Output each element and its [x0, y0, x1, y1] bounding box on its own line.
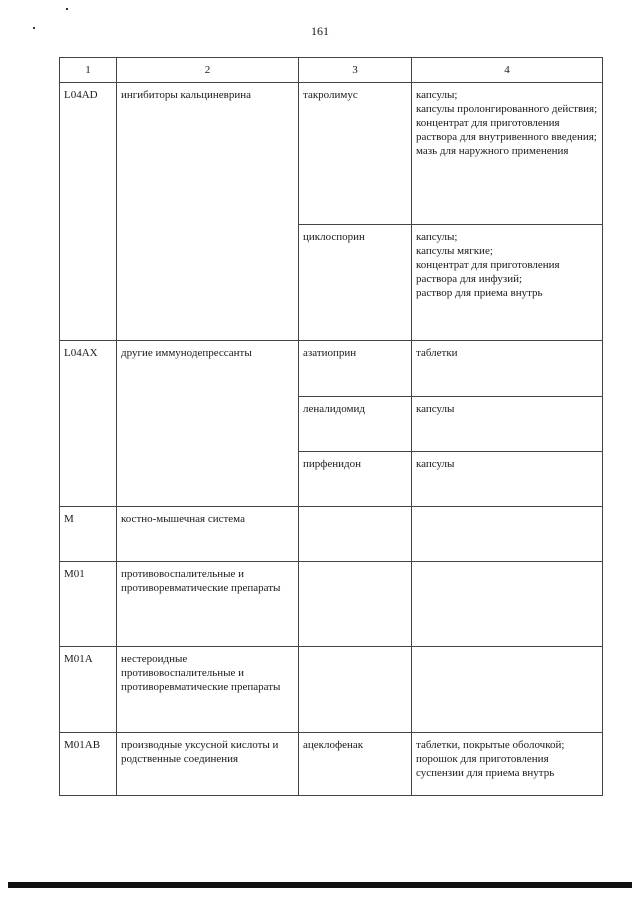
- dosage-form: капсулы мягкие;: [416, 245, 493, 257]
- dosage-form: мазь для наружного применения: [416, 145, 569, 157]
- drug-name-cell: [299, 507, 412, 562]
- dosage-forms-cell: [412, 225, 603, 341]
- scan-speck: [66, 8, 68, 10]
- atc-code-cell: M: [60, 507, 117, 562]
- dosage-form: раствор для приема внутрь: [416, 287, 543, 299]
- dosage-forms-cell: таблетки: [412, 341, 603, 397]
- drug-table: [59, 57, 603, 796]
- group-name-cell: производные уксусной кислоты и родственные соединения: [117, 733, 299, 796]
- drug-name-cell: такролимус: [299, 83, 412, 225]
- drug-name-cell: циклоспорин: [299, 225, 412, 341]
- column-header: 1: [60, 58, 117, 83]
- atc-code-cell: M01A: [60, 647, 117, 733]
- atc-code-cell: L04AX: [60, 341, 117, 507]
- table-row: [60, 507, 603, 562]
- dosage-forms-cell: капсулы: [412, 452, 603, 507]
- page-bottom-rule: [8, 882, 632, 888]
- dosage-forms-cell: [412, 507, 603, 562]
- group-name-cell: нестероидные противовоспалительные и противоревматические препараты: [117, 647, 299, 733]
- dosage-forms-cell: [412, 562, 603, 647]
- group-name-cell: другие иммунодепрессанты: [117, 341, 299, 507]
- table-row: [60, 733, 603, 796]
- dosage-form: капсулы пролонгированного действия;: [416, 103, 598, 115]
- dosage-form: концентрат для приготовления раствора для внутривенного введения;: [416, 117, 597, 143]
- column-header: 4: [412, 58, 603, 83]
- drug-name-cell: [299, 562, 412, 647]
- dosage-forms-cell: капсулы: [412, 397, 603, 452]
- dosage-forms-cell: [412, 733, 603, 796]
- page-number: 161: [311, 24, 329, 38]
- table-header-row: [60, 58, 603, 83]
- table-row: [60, 562, 603, 647]
- dosage-forms-cell: [412, 647, 603, 733]
- group-name-cell: противовоспалительные и противоревматические препараты: [117, 562, 299, 647]
- dosage-forms-cell: [412, 83, 603, 225]
- dosage-form: порошок для приготовления суспензии для приема внутрь: [416, 753, 555, 779]
- table-row: [60, 647, 603, 733]
- dosage-form: таблетки, покрытые оболочкой;: [416, 739, 565, 751]
- drug-name-cell: ацеклофенак: [299, 733, 412, 796]
- dosage-form: капсулы;: [416, 231, 458, 243]
- drug-name-cell: [299, 647, 412, 733]
- drug-name-cell: пирфенидон: [299, 452, 412, 507]
- drug-name-cell: азатиоприн: [299, 341, 412, 397]
- column-header: 2: [117, 58, 299, 83]
- atc-code-cell: M01AB: [60, 733, 117, 796]
- dosage-form: концентрат для приготовления раствора для инфузий;: [416, 259, 560, 285]
- atc-code-cell: L04AD: [60, 83, 117, 341]
- dosage-form: капсулы;: [416, 89, 458, 101]
- column-header: 3: [299, 58, 412, 83]
- group-name-cell: ингибиторы кальциневрина: [117, 83, 299, 341]
- group-name-cell: костно-мышечная система: [117, 507, 299, 562]
- table-row: [60, 341, 603, 397]
- table-row: [60, 83, 603, 225]
- atc-code-cell: M01: [60, 562, 117, 647]
- drug-name-cell: леналидомид: [299, 397, 412, 452]
